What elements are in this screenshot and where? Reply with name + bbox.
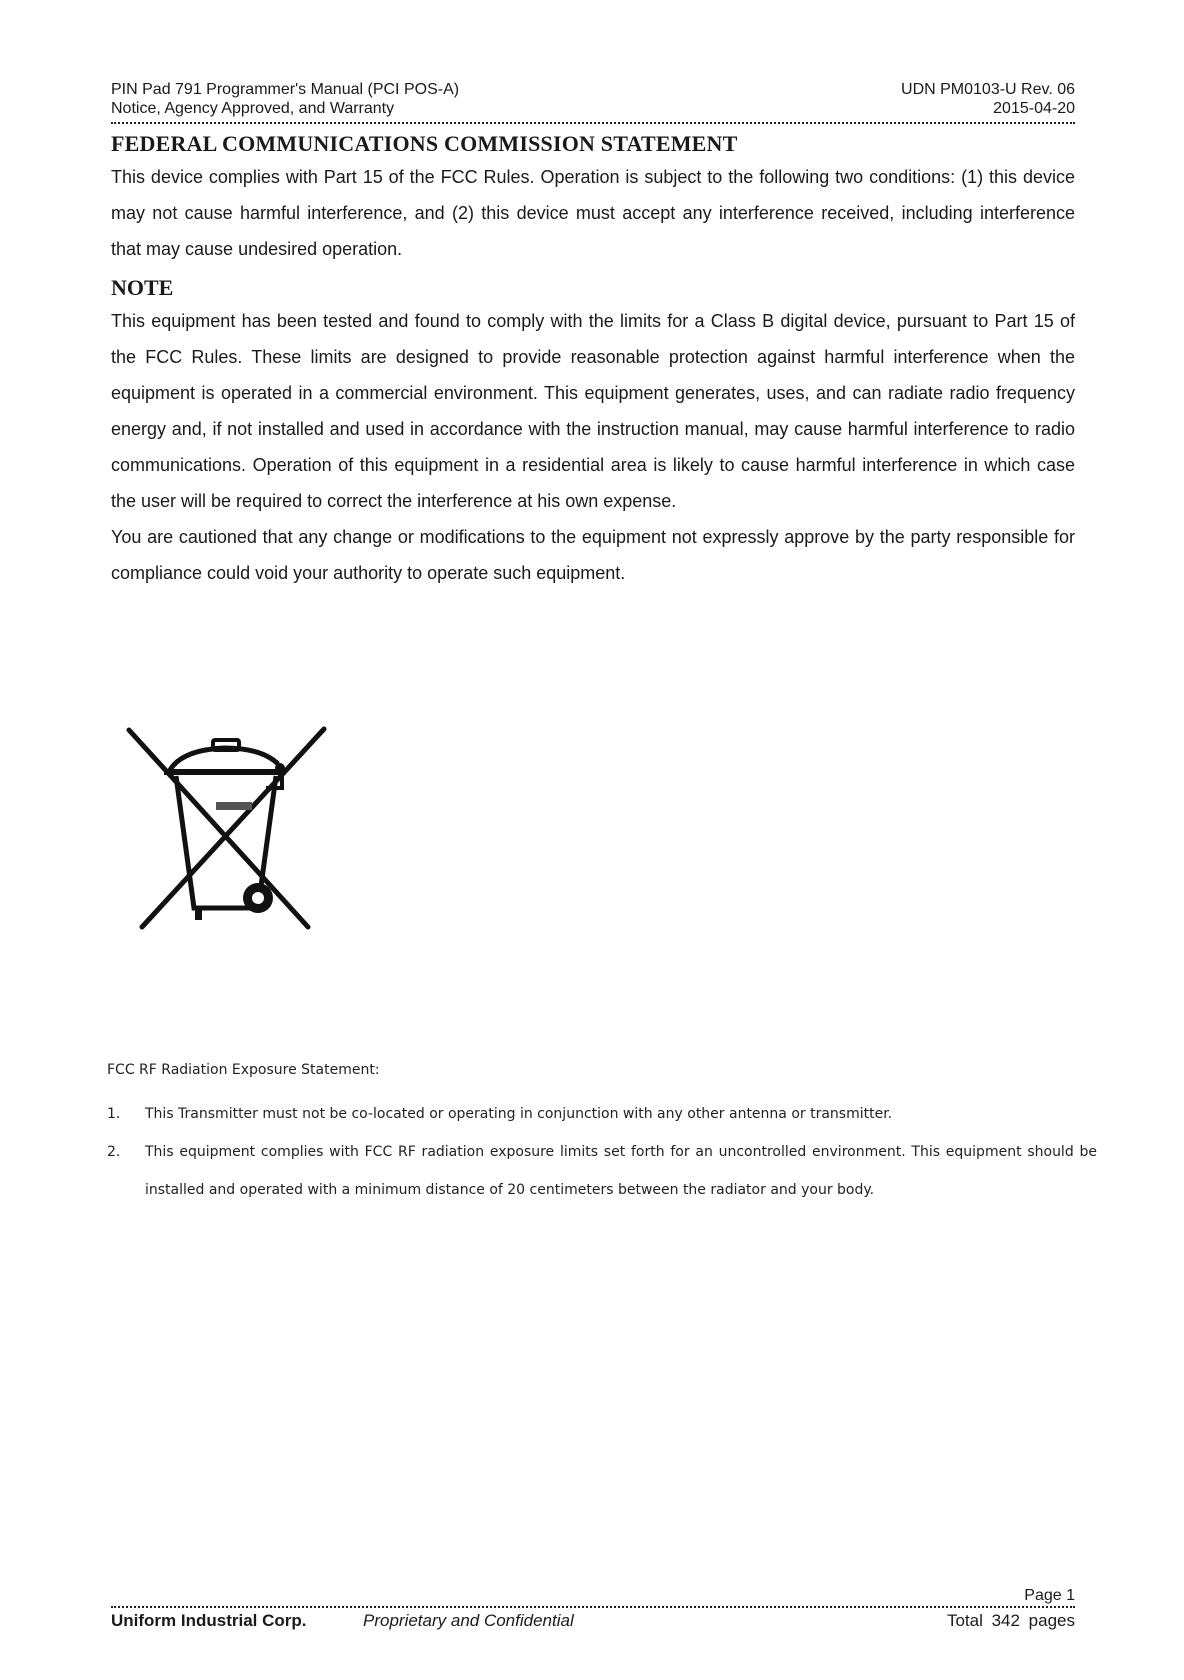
document-revision: UDN PM0103-U Rev. 06 [901,81,1075,98]
fcc-heading: FEDERAL COMMUNICATIONS COMMISSION STATEMENT [111,131,738,156]
list-item [107,1133,1097,1209]
company-name: Uniform Industrial Corp. [111,1611,307,1630]
footer-divider [111,1606,1075,1608]
page-footer [111,1611,1075,1631]
crossed-out-wheelie-bin-icon [112,712,340,934]
list-number: 1. [107,1106,121,1122]
page-number: Page 1 [1024,1587,1075,1604]
caution-text: You are cautioned that any change or modifications to the equipment not expressly approve by the party responsible for compliance could void your authority to operate such equipment. [111,527,1075,583]
list-number: 2. [107,1144,121,1160]
list-text: This equipment complies with FCC RF radiation exposure limits set forth for an uncontrolled environment. This equipment should be installed and operated with a minimum distance of 20 centimeters between the radiator and your body. [145,1144,1097,1198]
total-pages: Total 342 pages [946,1611,1075,1630]
header-row-1 [111,80,1075,99]
manual-title: PIN Pad 791 Programmer's Manual (PCI POS-A) [111,81,460,98]
list-item [107,1095,1097,1133]
list-text: This Transmitter must not be co-located or operating in conjunction with any other antenna or transmitter. [145,1106,893,1122]
document-date: 2015-04-20 [993,100,1075,117]
rf-exposure-title: FCC RF Radiation Exposure Statement: [107,1062,380,1078]
note-text: This equipment has been tested and found to comply with the limits for a Class B digital device, pursuant to Part 15 of the FCC Rules. These limits are designed to provide reasonable protection against harmful interference when the equipment is operated in a commercial environment. This equipment generates, uses, and can radiate radio frequency energy and, if not installed and used in accordance with the instruction manual, may cause harmful interference to radio communications. Operation of this equipment in a residential area is likely to cause harmful interference in which case the user will be required to correct the interference at his own expense. [111,311,1075,511]
page-header [111,80,1075,118]
fcc-statement-text: This device complies with Part 15 of the FCC Rules. Operation is subject to the following two conditions: (1) this device may not cause harmful interference, and (2) this device must accept any interference received, including interference that may cause undesired operation. [111,167,1075,259]
header-divider [111,122,1075,124]
section-name: Notice, Agency Approved, and Warranty [111,100,395,117]
rf-exposure-section [107,1059,1097,1209]
header-row-2 [111,99,1075,118]
note-heading: NOTE [111,275,174,300]
confidentiality-notice: Proprietary and Confidential [363,1611,574,1630]
fcc-statement-section [111,129,1075,591]
